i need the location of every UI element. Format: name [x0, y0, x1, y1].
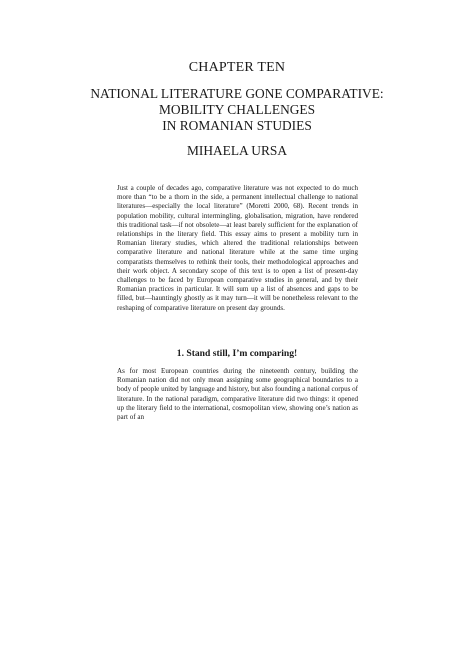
chapter-title-line-2: MOBILITY CHALLENGES: [158, 102, 316, 117]
author-name: MIHAELA URSA: [186, 143, 288, 158]
body-paragraph: As for most European countries during the nineteenth century, building the Romanian nation did not only mean assigning some geographical boundaries to a body of people united by language and history, but also founding a national corpus of literature. In the national paradigm, comparative literature did two things: it opened up the literary field to the international, cosmopolitan view, showing one’s nation as part of an: [117, 367, 358, 422]
chapter-title-line-3: IN ROMANIAN STUDIES: [162, 118, 312, 133]
chapter-title-line-1: NATIONAL LITERATURE GONE COMPARATIVE:: [90, 86, 384, 101]
chapter-label: CHAPTER TEN: [188, 60, 286, 75]
chapter-title: [60, 86, 414, 134]
section-heading: 1. Stand still, I’m comparing!: [176, 348, 298, 359]
abstract-paragraph: Just a couple of decades ago, comparative literature was not expected to do much more than “to be a thorn in the side, a permanent intellectual challenge to national literatures—especially the local literature” (Moretti 2000, 68). Recent trends in population mobility, cultural intermingling, globalisation, migration, have rendered this traditional task—if not obsolete—at least barely sufficient for the explanation of relationships in the literary field. This essay aims to present a mobility turn in Romanian literary studies, which altered the traditional relationships between comparative literature and national literature while at the same time urging comparatists themselves to rethink their tools, their methodological approaches and their work object. A secondary scope of this text is to open a list of present-day challenges to be faced by European comparative studies in general, and by their Romanian practices in particular. It will sum up a list of absences and gaps to be filled, but—hauntingly ghostly as it may turn—it will be nonetheless relevant to the reshaping of comparative literature on present day grounds.: [117, 184, 358, 312]
